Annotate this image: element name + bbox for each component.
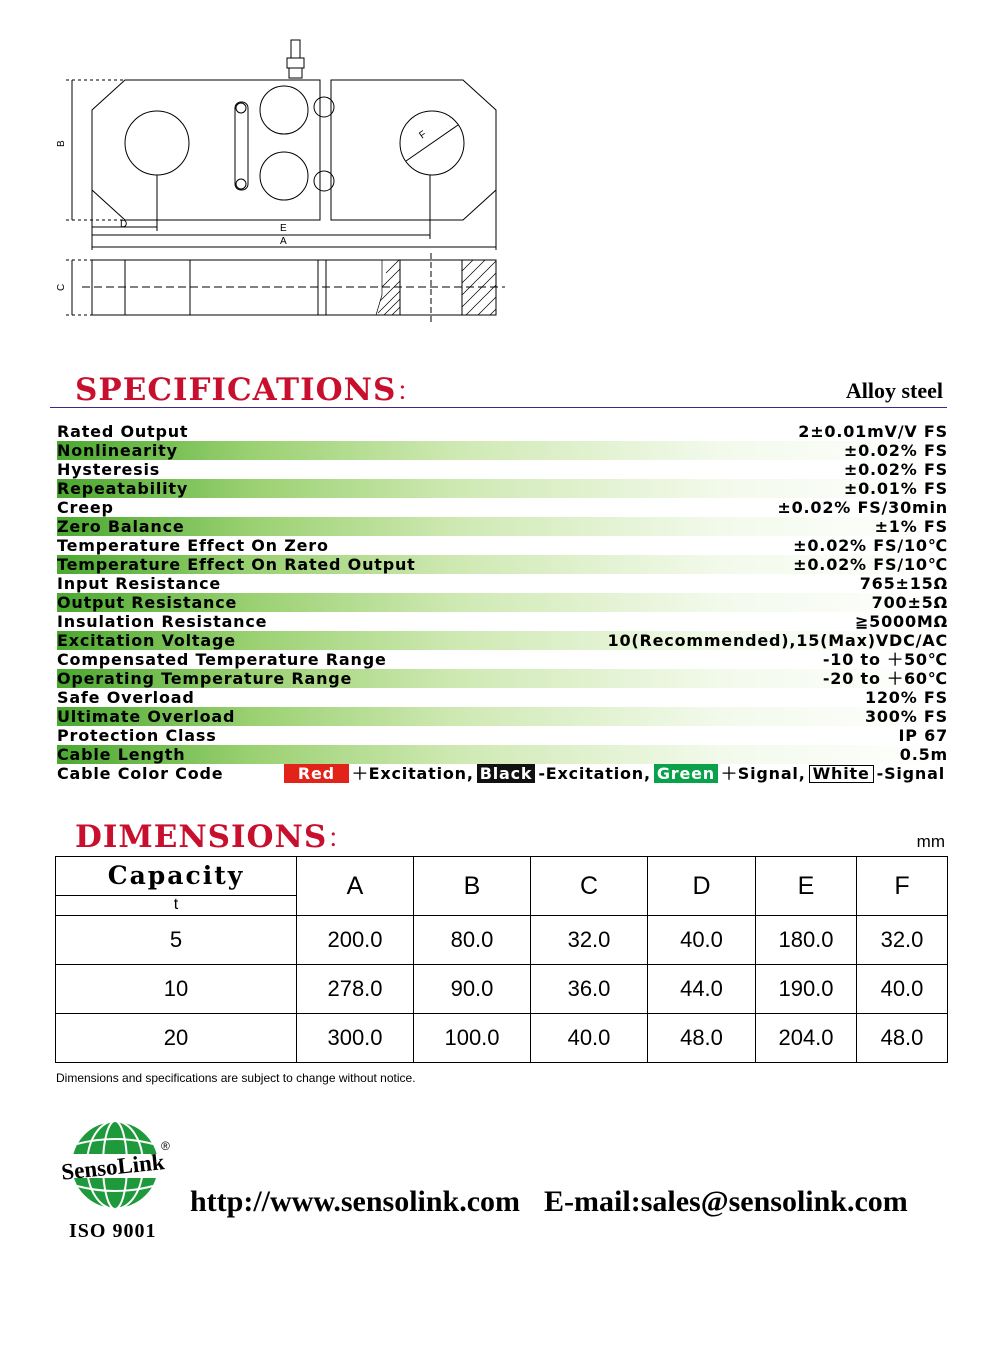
connector-nut bbox=[287, 58, 304, 68]
red-wire-chip: Red bbox=[284, 764, 349, 783]
table-row: 20 300.0 100.0 40.0 48.0 204.0 48.0 bbox=[56, 1014, 948, 1063]
dim-label-b: B bbox=[56, 140, 67, 147]
spec-row: Operating Temperature Range -20 to ＋60℃ bbox=[57, 669, 948, 688]
spec-row: Output Resistance 700±5Ω bbox=[57, 593, 948, 612]
column-header: A bbox=[297, 857, 414, 916]
cable-color-code-row: Cable Color Code Red ＋Excitation, Black -Excitation, Green ＋Signal, White -Signal bbox=[57, 763, 945, 783]
spec-row: Zero Balance ±1% FS bbox=[57, 517, 948, 536]
logo-wordmark: SensoLink bbox=[60, 1149, 166, 1185]
connector-cable bbox=[291, 40, 300, 58]
registered-mark: ® bbox=[161, 1139, 170, 1153]
column-header: B bbox=[414, 857, 531, 916]
dimensions-table bbox=[55, 856, 948, 1063]
spec-row: Excitation Voltage 10(Recommended),15(Max)VDC/AC bbox=[57, 631, 948, 650]
material-label: Alloy steel bbox=[845, 378, 943, 403]
spec-row: Temperature Effect On Zero ±0.02% FS/10℃ bbox=[57, 536, 948, 555]
column-header: F bbox=[857, 857, 948, 916]
spec-row: Safe Overload 120% FS bbox=[57, 688, 948, 707]
spec-row: Creep ±0.02% FS/30min bbox=[57, 498, 948, 517]
technical-drawing bbox=[50, 35, 510, 330]
spec-row: Compensated Temperature Range -10 to ＋50℃ bbox=[57, 650, 948, 669]
spec-row: Nonlinearity ±0.02% FS bbox=[57, 441, 948, 460]
spec-row: Temperature Effect On Rated Output ±0.02% FS/10℃ bbox=[57, 555, 948, 574]
column-header: C bbox=[531, 857, 648, 916]
spec-row: Repeatability ±0.01% FS bbox=[57, 479, 948, 498]
contact-line bbox=[190, 1185, 908, 1219]
table-row: 10 278.0 90.0 36.0 44.0 190.0 40.0 bbox=[56, 965, 948, 1014]
website-link[interactable]: http://www.sensolink.com bbox=[190, 1185, 521, 1218]
spec-row: Hysteresis ±0.02% FS bbox=[57, 460, 948, 479]
sensolink-globe-logo bbox=[57, 1120, 177, 1245]
spec-row: Ultimate Overload 300% FS bbox=[57, 707, 948, 726]
spec-row: Rated Output 2±0.01mV/V FS bbox=[57, 422, 948, 441]
green-wire-chip: Green bbox=[654, 764, 718, 783]
iso-label: ISO 9001 bbox=[69, 1220, 157, 1242]
dimensions-unit: mm bbox=[916, 832, 945, 851]
table-row: 5 200.0 80.0 32.0 40.0 180.0 32.0 bbox=[56, 916, 948, 965]
dim-label-f: F bbox=[417, 128, 429, 142]
specifications-title: SPECIFICATIONS： bbox=[75, 372, 424, 408]
hole-left bbox=[125, 111, 189, 175]
specifications-table bbox=[57, 422, 948, 783]
black-wire-chip: Black bbox=[477, 764, 536, 783]
spec-row: Protection Class IP 67 bbox=[57, 726, 948, 745]
dim-label-e: E bbox=[280, 223, 287, 234]
email-link[interactable]: E-mail:sales@sensolink.com bbox=[544, 1185, 908, 1218]
dim-label-d: D bbox=[120, 219, 128, 230]
dimensions-title: DIMENSIONS： bbox=[75, 819, 355, 855]
capacity-header: Capacity t bbox=[56, 857, 297, 916]
disclaimer-note: Dimensions and specifications are subject to change without notice. bbox=[56, 1071, 416, 1085]
load-cell-right-body bbox=[331, 80, 496, 220]
section-divider bbox=[50, 407, 947, 408]
spec-row: Cable Length 0.5m bbox=[57, 745, 948, 764]
column-header: D bbox=[648, 857, 756, 916]
dim-label-c: C bbox=[56, 283, 67, 291]
column-header: E bbox=[756, 857, 857, 916]
dim-label-a: A bbox=[280, 236, 287, 247]
spec-row: Insulation Resistance ≧5000MΩ bbox=[57, 612, 948, 631]
spec-row: Input Resistance 765±15Ω bbox=[57, 574, 948, 593]
table-header-row bbox=[56, 857, 948, 916]
white-wire-chip: White bbox=[809, 765, 874, 783]
